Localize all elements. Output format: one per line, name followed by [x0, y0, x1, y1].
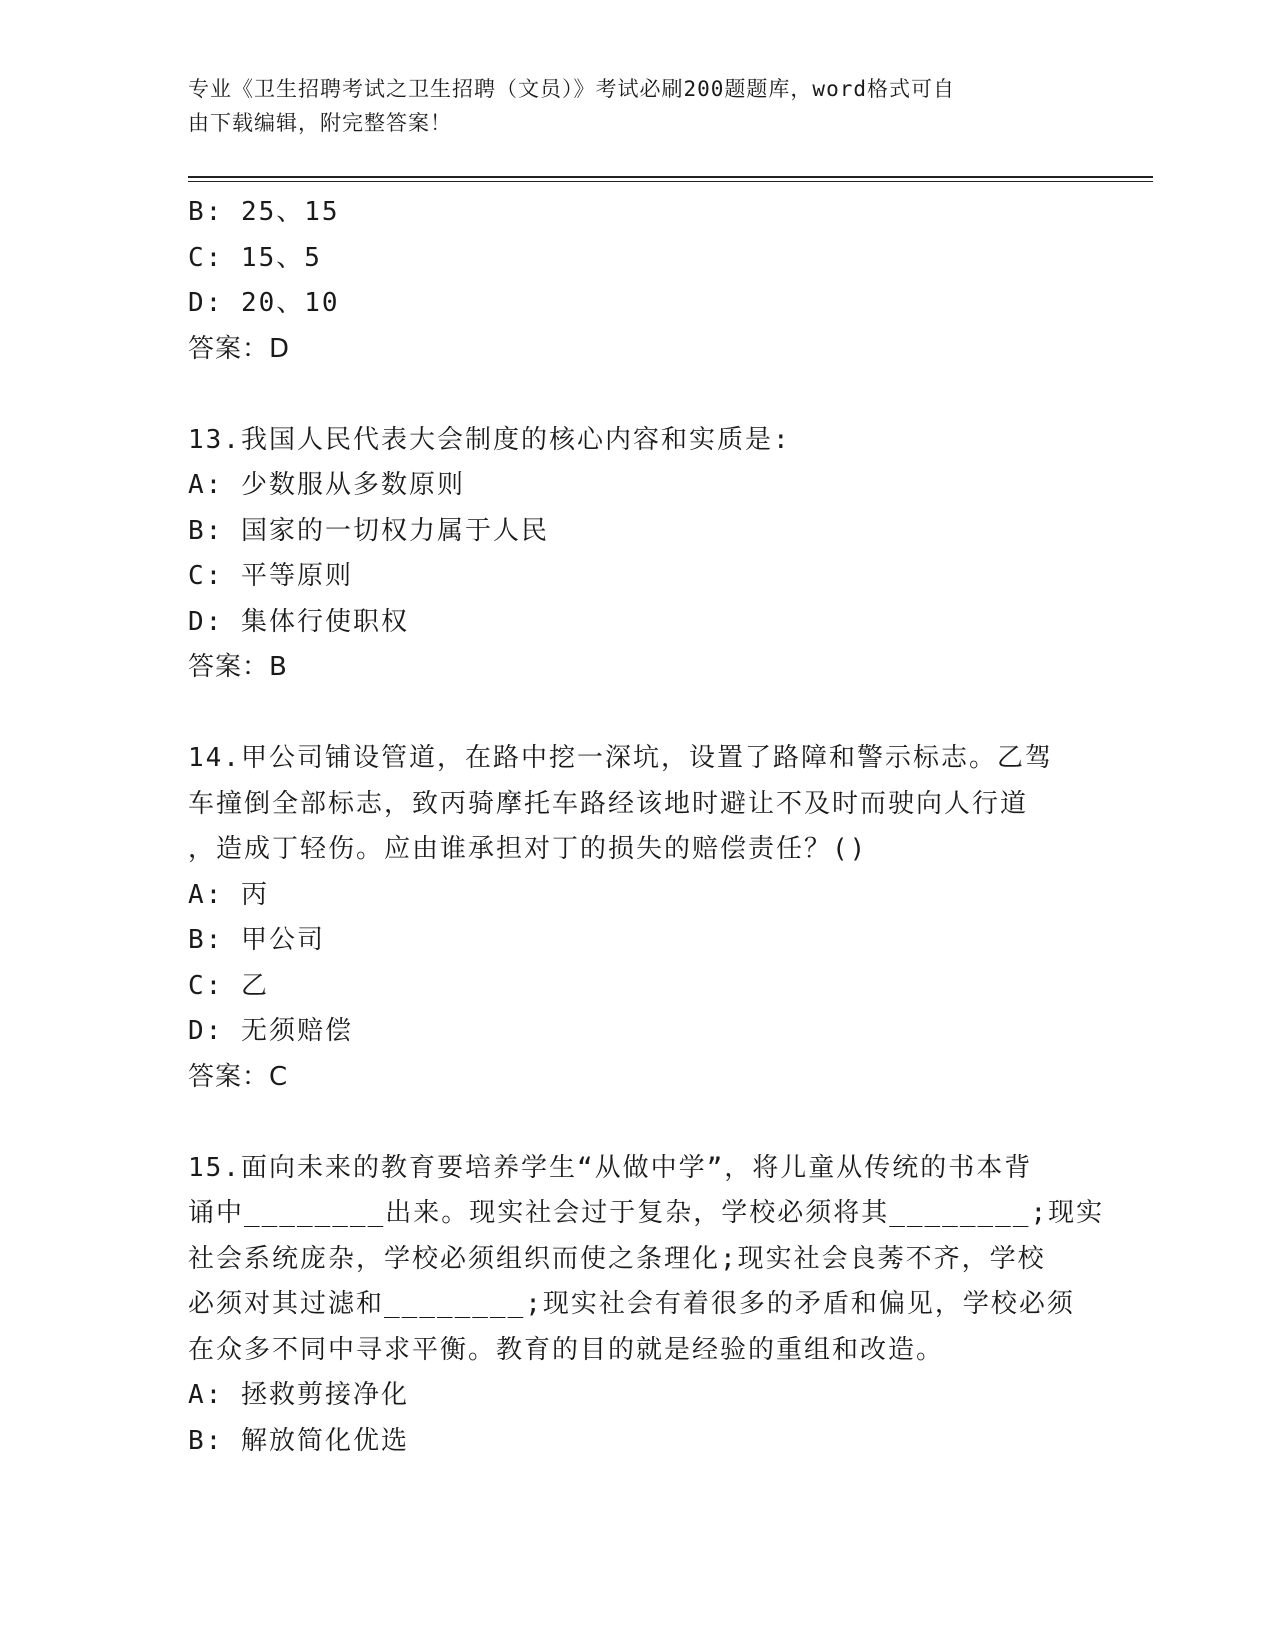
- option-b: B: 解放简化优选: [188, 1425, 409, 1456]
- answer-line: 答案：C: [188, 1061, 289, 1092]
- option-b: B: 25、15: [188, 197, 340, 227]
- header-title-line-2: 由下载编辑，附完整答案！: [188, 111, 452, 135]
- question-13: [188, 418, 1068, 691]
- option-c: C: 乙: [188, 970, 269, 1001]
- option-a: A: 拯救剪接净化: [188, 1380, 409, 1410]
- answer-line: 答案：B: [188, 652, 288, 682]
- question-text: 13.我国人民代表大会制度的核心内容和实质是:: [188, 424, 791, 455]
- option-c: C: 平等原则: [188, 561, 353, 591]
- option-b: B: 甲公司: [188, 925, 325, 955]
- question-list: [188, 190, 1105, 1464]
- option-c: C: 15、5: [188, 242, 322, 273]
- option-d: D: 集体行使职权: [188, 606, 409, 637]
- spacer: [188, 372, 1068, 418]
- question-text-line-2: 车撞倒全部标志，致丙骑摩托车路经该地时避让不及时而驶向人行道: [188, 788, 1029, 819]
- question-text-line-2: 诵中________出来。现实社会过于复杂，学校必须将其________;现实: [188, 1198, 1105, 1228]
- header-divider-thin: [188, 181, 1153, 182]
- question-15: [188, 1146, 1105, 1465]
- answer-line: 答案：D: [188, 333, 291, 364]
- question-12: [188, 190, 1068, 372]
- spacer: [188, 691, 1068, 737]
- question-text-line-4: 必须对其过滤和________;现实社会有着很多的矛盾和偏见，学校必须: [188, 1289, 1075, 1319]
- header-divider-thick: [188, 176, 1153, 178]
- option-d: D: 20、10: [188, 288, 340, 318]
- question-text-line-5: 在众多不同中寻求平衡。教育的目的就是经验的重组和改造。: [188, 1334, 945, 1365]
- option-d: D: 无须赔偿: [188, 1016, 353, 1046]
- document-header: [188, 72, 1068, 140]
- spacer: [188, 1100, 1068, 1146]
- option-a: A: 丙: [188, 879, 269, 910]
- header-title-line-1: 专业《卫生招聘考试之卫生招聘（文员）》考试必刷200题题库，word格式可自: [188, 77, 955, 101]
- question-text-line-3: ，造成丁轻伤。应由谁承担对丁的损失的赔偿责任？(): [188, 834, 868, 864]
- option-a: A: 少数服从多数原则: [188, 470, 465, 500]
- question-text-line-1: 14.甲公司铺设管道，在路中挖一深坑，设置了路障和警示标志。乙驾: [188, 743, 1053, 773]
- option-b: B: 国家的一切权力属于人民: [188, 515, 549, 546]
- question-text-line-3: 社会系统庞杂，学校必须组织而使之条理化;现实社会良莠不齐，学校: [188, 1243, 1046, 1274]
- question-text-line-1: 15.面向未来的教育要培养学生“从做中学”，将儿童从传统的书本背: [188, 1152, 1033, 1183]
- question-14: [188, 736, 1068, 1100]
